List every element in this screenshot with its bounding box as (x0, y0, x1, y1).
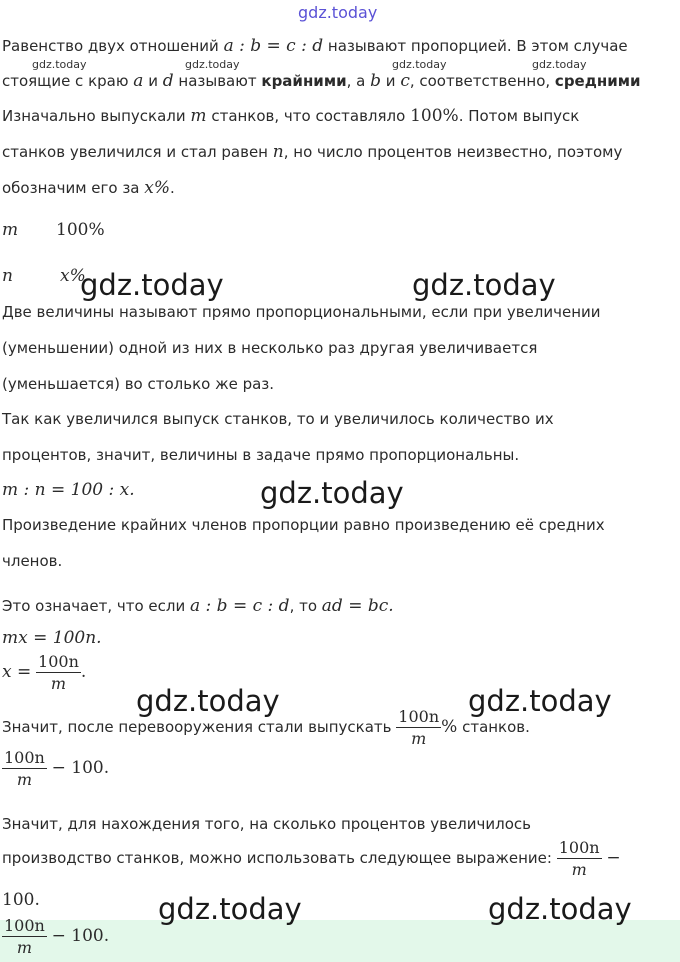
text-line-8b: членов. (2, 552, 63, 570)
text-line-6b: (уменьшении) одной из них в несколько раз другая увеличивается (2, 339, 538, 357)
equation-product: mx = 100n. (2, 628, 102, 648)
text-line-12: производство станков, можно использовать следующее выражение: $\frac{100n}{m}$ − (2, 838, 621, 879)
watermark-big-1: gdz.today (80, 268, 224, 302)
definition-line-2: стоящие с краю a и d называют крайними, а b и c, соответственно, средними (2, 71, 641, 91)
text-line-5: обозначим его за x%. (2, 178, 175, 198)
bold-extremes: крайними (261, 72, 347, 90)
text-line-13: 100. (2, 890, 40, 910)
fraction-expression: $\frac{100n}{m}$ (558, 838, 600, 879)
table-r2-c2: x% (60, 266, 86, 286)
fraction-x: $\frac{100n}{m}$ (38, 652, 79, 693)
equation-x: x = $\frac{100n}{m}$ . (2, 652, 87, 693)
watermark-small-4: gdz.today (532, 58, 587, 71)
watermark-big-2: gdz.today (412, 268, 556, 302)
text-line-7a: Так как увеличился выпуск станков, то и увеличилось количество их (2, 410, 554, 428)
watermark-big-7: gdz.today (488, 892, 632, 926)
text-line-3: Изначально выпускали m станков, что составляло 100%. Потом выпуск (2, 106, 580, 126)
proportion-formula: a : b = c : d (223, 36, 324, 56)
text-line-6c: (уменьшается) во столько же раз. (2, 375, 275, 393)
watermark-big-6: gdz.today (158, 892, 302, 926)
watermark-small-3: gdz.today (392, 58, 447, 71)
fraction-increase: $\frac{100n}{m}$ (4, 748, 45, 789)
table-r1-c1: m (2, 220, 19, 240)
text-line-9: Это означает, что если a : b = c : d, то ad = bc. (2, 596, 394, 616)
text-line-6a: Две величины называют прямо пропорциональными, если при увеличении (2, 303, 601, 321)
text-line-7b: процентов, значит, величины в задаче прямо пропорциональны. (2, 446, 520, 464)
bold-means: средними (554, 72, 641, 90)
definition-line-1: Равенство двух отношений a : b = c : d называют пропорцией. В этом случае (2, 36, 628, 56)
text-line-8a: Произведение крайних членов пропорции равно произведению её средних (2, 516, 605, 534)
expression-increase: $\frac{100n}{m}$ − 100. (4, 748, 110, 789)
fraction-output: $\frac{100n}{m}$ (398, 707, 440, 748)
watermark-big-3: gdz.today (260, 476, 404, 510)
watermark-top: gdz.today (298, 3, 378, 22)
equation-proportion: m : n = 100 : x. (2, 480, 135, 500)
fraction-answer: $\frac{100n}{m}$ (4, 916, 45, 957)
text-line-4: станков увеличился и стал равен n, но число процентов неизвестно, поэтому (2, 142, 623, 162)
answer-expression: $\frac{100n}{m}$ − 100. (4, 916, 110, 957)
watermark-big-4: gdz.today (136, 684, 280, 718)
watermark-small-1: gdz.today (32, 58, 87, 71)
watermark-small-2: gdz.today (185, 58, 240, 71)
table-r1-c2: 100% (56, 220, 105, 240)
text-line-11: Значит, для нахождения того, на сколько процентов увеличилось (2, 815, 531, 833)
text-line-10: Значит, после перевооружения стали выпускать $\frac{100n}{m}$ % станков. (2, 707, 530, 748)
table-r2-c1: n (2, 266, 13, 286)
watermark-big-5: gdz.today (468, 684, 612, 718)
